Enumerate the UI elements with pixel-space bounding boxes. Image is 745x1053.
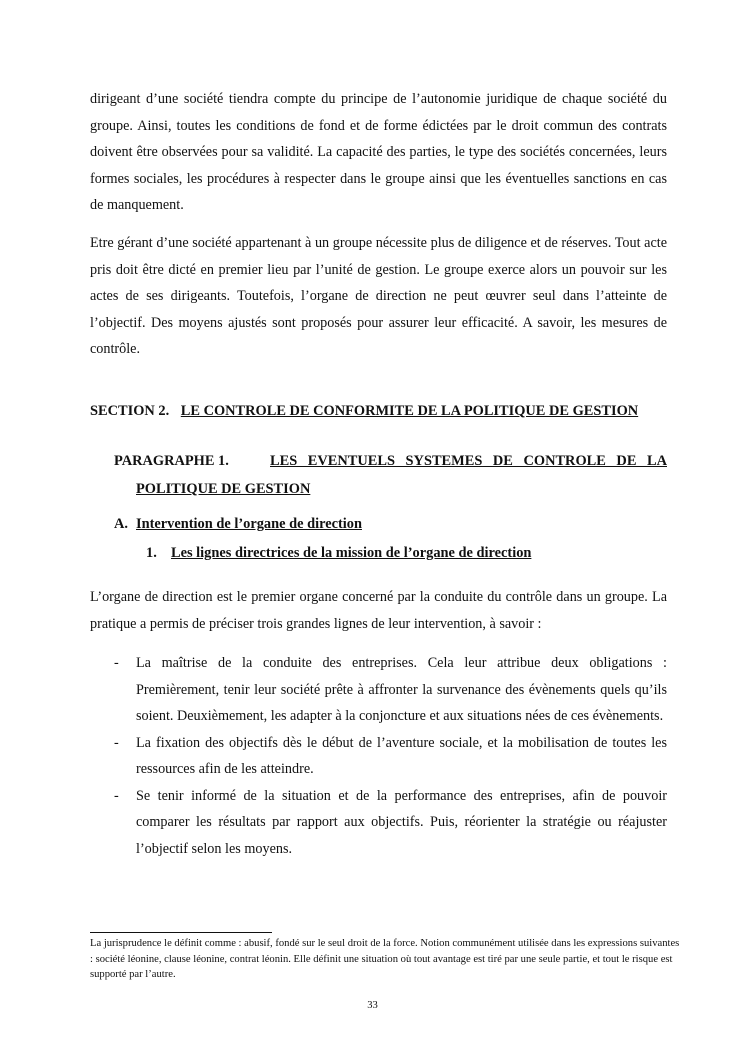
bullet-list bbox=[114, 650, 667, 862]
page-number: 33 bbox=[367, 1000, 378, 1011]
section-heading bbox=[90, 403, 670, 420]
subsection-1-title: Les lignes directrices de la mission de l’organe de direction bbox=[171, 545, 532, 561]
paragraphe-title-line-2: POLITIQUE DE GESTION bbox=[136, 481, 311, 497]
subsection-1-heading bbox=[146, 545, 531, 562]
footnote-separator bbox=[90, 932, 272, 933]
subsection-a-title: Intervention de l’organe de direction bbox=[136, 516, 362, 532]
paragraphe-label: PARAGRAPHE 1. bbox=[114, 453, 229, 469]
bullet-dash: - bbox=[114, 787, 119, 804]
body-paragraph-3: L’organe de direction est le premier organe concerné par la conduite du contrôle dans un groupe. La pratique a permis de préciser trois grandes lignes de leur intervention, à savoir : bbox=[90, 589, 667, 632]
list-item bbox=[114, 650, 667, 730]
bullet-dash: - bbox=[114, 655, 119, 671]
list-item bbox=[114, 783, 667, 863]
bullet-dash: - bbox=[114, 734, 119, 751]
subsection-a-label: A. bbox=[114, 516, 128, 532]
subsection-a-heading bbox=[114, 516, 362, 533]
body-paragraph-1: dirigeant d’une société tiendra compte du principe de l’autonomie juridique de chaque société du groupe. Ainsi, toutes les conditions de fond et de forme édictées par le droit commun des contrats doivent être observées pour sa validité. La capacité des parties, le type des sociétés concernées, leurs formes sociales, les procédures à respecter dans le groupe ainsi que les éventuelles sanctions en cas de manquement. bbox=[90, 91, 667, 213]
list-item-text: La maîtrise de la conduite des entreprises. Cela leur attribue deux obligations : Premièrement, tenir leur société prête à affronter la survenance des évènements quels qu’ils soient. Deuxièmement, les adapter à la conjoncture et aux situations nées de ces évènements. bbox=[136, 655, 667, 724]
list-item-text: Se tenir informé de la situation et de la performance des entreprises, afin de pouvoir comparer les résultats par rapport aux objectifs. Puis, réorienter la stratégie ou réajuster l’objectif selon les moyens. bbox=[136, 787, 667, 857]
paragraphe-heading bbox=[114, 447, 667, 503]
body-paragraph-2: Etre gérant d’une société appartenant à un groupe nécessite plus de diligence et de réserves. Tout acte pris doit être dicté en premier lieu par l’unité de gestion. Le groupe exerce alors un pouvoir sur les actes de ses dirigeants. Toutefois, l’organe de direction ne peut œuvrer seul dans l’atteinte de l’objectif. Des moyens ajustés sont proposés pour assurer leur efficacité. A savoir, les mesures de contrôle. bbox=[90, 235, 667, 357]
section-label: SECTION 2. bbox=[90, 403, 170, 419]
footnote: La jurisprudence le définit comme : abusif, fondé sur le seul droit de la force. Notion communément utilisée dans les expressions suivantes : société léonine, clause léonine, contrat léonin. Elle définit une situation où tout avantage est tiré par une seule partie, et tout le risque est supporté par l’autre. bbox=[90, 938, 680, 981]
paragraphe-title-line-1: LES EVENTUELS SYSTEMES DE CONTROLE DE LA bbox=[270, 453, 667, 469]
subsection-1-label: 1. bbox=[146, 545, 157, 561]
list-item-text: La fixation des objectifs dès le début de l’aventure sociale, et la mobilisation de toutes les ressources afin de les atteindre. bbox=[136, 734, 667, 777]
section-title: LE CONTROLE DE CONFORMITE DE LA POLITIQUE DE GESTION bbox=[180, 403, 639, 419]
list-item bbox=[114, 730, 667, 783]
